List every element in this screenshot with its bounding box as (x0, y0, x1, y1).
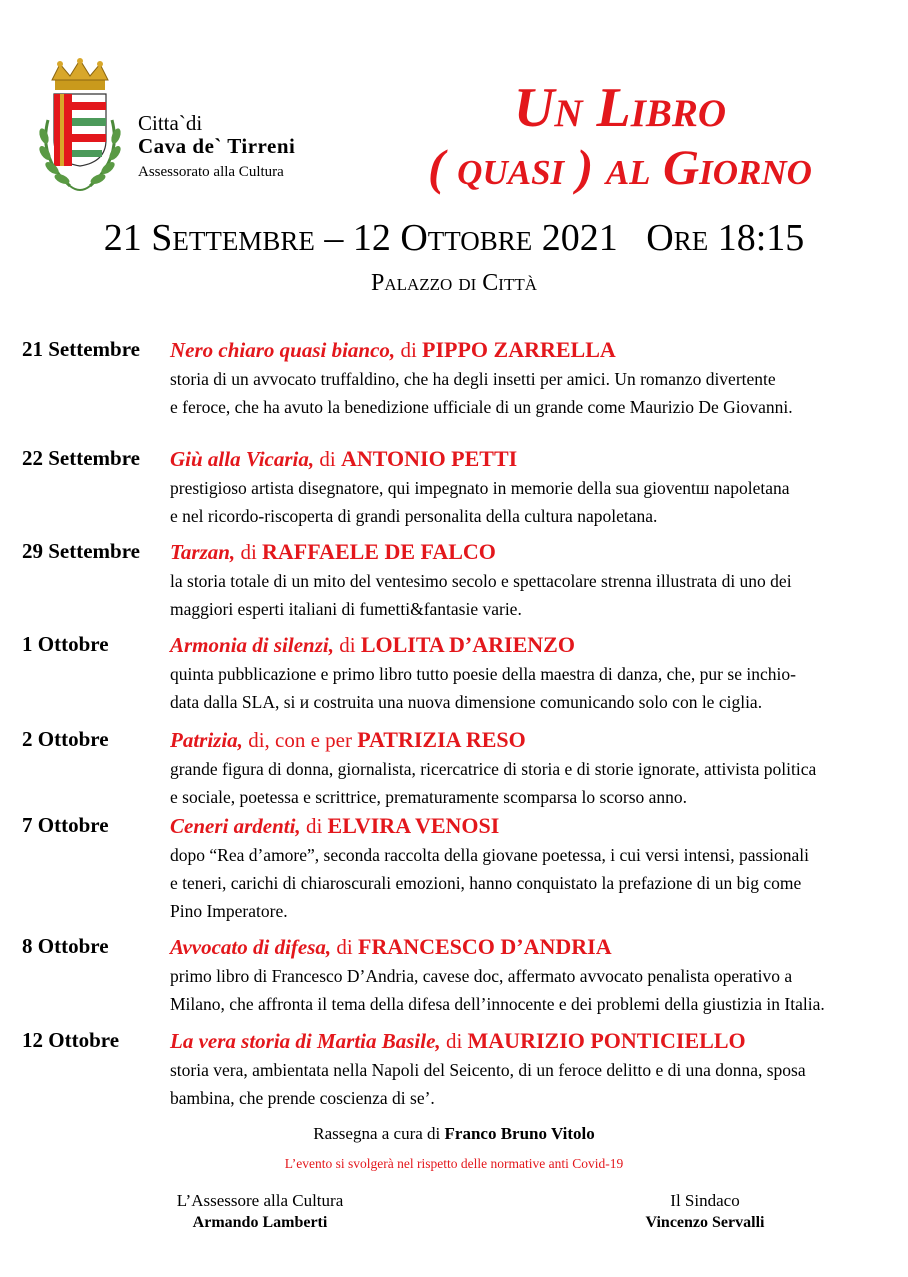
event-date: 8 Ottobre (22, 934, 109, 958)
event-date: 21 Settembre (22, 337, 140, 361)
event-description (170, 365, 885, 421)
event-date: 12 Ottobre (22, 1028, 120, 1052)
author-name: LOLITA D’ARIENZO (360, 632, 575, 657)
event-headline (170, 446, 517, 472)
author-name: RAFFAELE DE FALCO (262, 539, 496, 564)
event-date: 22 Settembre (22, 446, 140, 470)
org-city-name: Cava de` Tirreni (138, 134, 296, 159)
description-line: data dalla SLA, si и costruita una nuova dimensione comunicando solo con le ciglia. (170, 692, 763, 712)
description-line: storia di un avvocato truffaldino, che ha degli insetti per amici. Un romanzo divertente (170, 369, 776, 389)
event-headline (170, 727, 526, 753)
author-name: ELVIRA VENOSI (327, 813, 500, 838)
event-headline (170, 632, 575, 658)
description-line: quinta pubblicazione e primo libro tutto poesie della maestra di danza, che, pur se inchio- (170, 664, 796, 684)
assessor-name: Armando Lamberti (192, 1214, 328, 1231)
book-title: La vera storia di Martia Basile, (170, 1029, 441, 1053)
curator-credit (0, 1124, 908, 1144)
author-name: ANTONIO PETTI (340, 446, 518, 471)
author-name: PATRIZIA RESO (357, 727, 526, 752)
description-line: storia vera, ambientata nella Napoli del Seicento, di un feroce delitto e di una donna, sposa (170, 1060, 806, 1080)
book-title: Avvocato di difesa, (170, 935, 332, 959)
event-dates: 21 Settembre – 12 Ottobre 2021 Ore 18:15 (103, 217, 805, 259)
org-department: Assessorato alla Cultura (138, 164, 284, 181)
assessor-signature (120, 1190, 400, 1234)
event-description (170, 567, 885, 623)
description-line: Pino Imperatore. (170, 901, 288, 921)
description-line: dopo “Rea d’amore”, seconda raccolta della giovane poetessa, i cui versi intensi, passionali (170, 845, 810, 865)
event-description (170, 962, 885, 1018)
curator-name: Franco Bruno Vitolo (444, 1124, 595, 1143)
book-title: Tarzan, (170, 540, 236, 564)
event-headline (170, 813, 499, 839)
author-connector: di (333, 633, 361, 657)
author-name: FRANCESCO D’ANDRIA (358, 934, 612, 959)
description-line: grande figura di donna, giornalista, ricercatrice di storia e di storie ignorate, attivista politica (170, 759, 817, 779)
book-title: Patrizia, (170, 728, 243, 752)
book-title: Armonia di silenzi, (170, 633, 334, 657)
author-name: PIPPO ZARRELLA (422, 337, 616, 362)
description-line: maggiori esperti italiani di fumetti&fantasie varie. (170, 599, 522, 619)
curator-prefix: Rassegna a cura di (313, 1124, 445, 1143)
mayor-name: Vincenzo Servalli (645, 1214, 765, 1231)
assessor-role: L’Assessore alla Cultura (176, 1191, 344, 1210)
book-title: Nero chiaro quasi bianco, (170, 338, 396, 362)
description-line: e feroce, che ha avuto la benedizione ufficiale di un grande come Maurizio De Giovanni. (170, 397, 793, 417)
covid-note: L’evento si svolgerà nel rispetto delle normative anti Covid-19 (284, 1156, 624, 1171)
city-coat-of-arms-icon (30, 58, 130, 200)
author-connector: di (314, 447, 341, 471)
event-description (170, 755, 885, 811)
author-connector: di (235, 540, 263, 564)
book-title: Giù alla Vicaria, (170, 447, 315, 471)
author-connector: di (395, 338, 423, 362)
event-description (170, 841, 885, 925)
event-title-line2: ( quasi ) al Giorno (428, 139, 812, 195)
event-description (170, 474, 885, 530)
organization-block (138, 112, 295, 181)
event-date: 7 Ottobre (22, 813, 109, 837)
description-line: Milano, che affronta il tema della difesa dell’innocente e dei problemi della giustizia in Italia. (170, 994, 825, 1014)
description-line: e teneri, carichi di chiaroscurali emozioni, hanno conquistato la prefazione di un big come (170, 873, 802, 893)
description-line: prestigioso artista disegnatore, qui impegnato in memorie della sua gioventш napoletana (170, 478, 790, 498)
author-connector: di (440, 1029, 468, 1053)
description-line: primo libro di Francesco D’Andria, cavese doc, affermato avvocato penalista operativo a (170, 966, 793, 986)
event-headline (170, 337, 616, 363)
event-headline (170, 934, 612, 960)
event-headline (170, 539, 496, 565)
org-city-label: Citta`di (138, 111, 203, 135)
description-line: e sociale, poetessa e scrittrice, prematuramente scomparsa lo scorso anno. (170, 787, 688, 807)
author-name: MAURIZIO PONTICIELLO (467, 1028, 746, 1053)
book-title: Ceneri ardenti, (170, 814, 301, 838)
description-line: e nel ricordo-riscoperta di grandi personalita della cultura napoletana. (170, 506, 658, 526)
event-headline (170, 1028, 746, 1054)
event-venue: Palazzo di Città (371, 270, 537, 296)
mayor-role: Il Sindaco (670, 1191, 740, 1210)
description-line: bambina, che prende coscienza di se’. (170, 1088, 435, 1108)
author-connector: di (331, 935, 358, 959)
description-line: la storia totale di un mito del ventesimo secolo e spettacolare strenna illustrata di uno dei (170, 571, 792, 591)
event-description (170, 1056, 885, 1112)
author-connector: di (300, 814, 328, 838)
author-connector: di, con e per (242, 728, 358, 752)
mayor-signature (580, 1190, 830, 1234)
event-title-line1: Un Libro (513, 77, 727, 139)
event-description (170, 660, 885, 716)
event-date: 29 Settembre (22, 539, 140, 563)
event-date: 1 Ottobre (22, 632, 109, 656)
event-date: 2 Ottobre (22, 727, 109, 751)
